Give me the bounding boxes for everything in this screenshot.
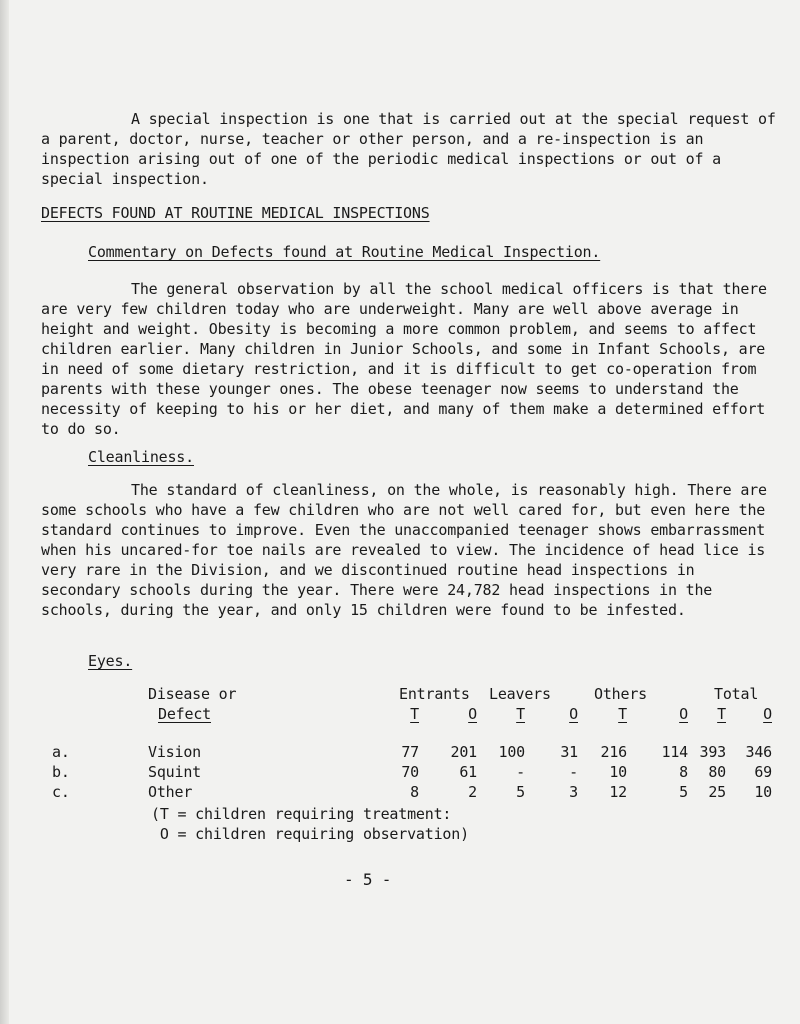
- page-number: - 5 -: [344, 870, 392, 889]
- header-total-t: T: [717, 705, 726, 723]
- row-defect: Squint: [148, 763, 201, 781]
- row-label: b.: [52, 763, 70, 781]
- cell-value: 61: [459, 763, 477, 781]
- cell-value: 77: [401, 743, 419, 761]
- cell-value: 5: [679, 783, 688, 801]
- header-disease: Disease or: [148, 685, 237, 703]
- section-heading: DEFECTS FOUND AT ROUTINE MEDICAL INSPECTIONS: [41, 204, 430, 222]
- cell-value: 393: [699, 743, 726, 761]
- cell-value: 10: [754, 783, 772, 801]
- header-others-t: T: [618, 705, 627, 723]
- table-key: [151, 804, 469, 844]
- cleanliness-heading: Cleanliness.: [88, 448, 194, 466]
- commentary-paragraph: The general observation by all the school medical officers is that there are very few children today who are underweight. Many are well above average in height and weight. Obesity is becoming a more common problem, and seems to affect children earlier. Many children in Junior Schools, and some in Infant Schools, are in need of some dietary restriction, and it is difficult to get co-operation from parents with these younger ones. The obese teenager now seems to understand the necessity of keeping to his or her diet, and many of them make a determined effort to do so.: [41, 280, 776, 438]
- cell-value: 69: [754, 763, 772, 781]
- header-entrants-t: T: [410, 705, 419, 723]
- header-leavers-t: T: [516, 705, 525, 723]
- header-defect: Defect: [158, 705, 211, 723]
- cell-value: 114: [661, 743, 688, 761]
- cell-value: 216: [600, 743, 627, 761]
- cell-value: 31: [560, 743, 578, 761]
- row-label: c.: [52, 783, 70, 801]
- cell-value: 12: [609, 783, 627, 801]
- table-subheader-row: [52, 704, 772, 742]
- cell-value: 8: [410, 783, 419, 801]
- eyes-heading: Eyes.: [88, 652, 133, 670]
- table-header-row: [52, 684, 772, 704]
- cell-value: 346: [745, 743, 772, 761]
- cell-value: 80: [708, 763, 726, 781]
- table-row: [52, 782, 772, 802]
- header-leavers: Leavers: [489, 685, 551, 703]
- header-total: Total: [714, 685, 759, 703]
- key-line-treatment: (T = children requiring treatment:: [151, 805, 452, 823]
- key-line-observation: O = children requiring observation): [151, 825, 469, 843]
- cell-value: 201: [450, 743, 477, 761]
- table-row: [52, 762, 772, 782]
- commentary-heading: Commentary on Defects found at Routine Medical Inspection.: [88, 243, 601, 261]
- eye-defects-table: [52, 684, 772, 802]
- header-others-o: O: [679, 705, 688, 723]
- cell-value: -: [569, 763, 578, 781]
- row-defect: Vision: [148, 743, 201, 761]
- table-row: [52, 742, 772, 762]
- row-label: a.: [52, 743, 70, 761]
- header-entrants: Entrants: [399, 685, 470, 703]
- cell-value: 5: [516, 783, 525, 801]
- cell-value: 100: [498, 743, 525, 761]
- header-others: Others: [594, 685, 647, 703]
- cell-value: 70: [401, 763, 419, 781]
- cell-value: -: [516, 763, 525, 781]
- header-total-o: O: [763, 705, 772, 723]
- row-defect: Other: [148, 783, 193, 801]
- cell-value: 25: [708, 783, 726, 801]
- header-leavers-o: O: [569, 705, 578, 723]
- cell-value: 10: [609, 763, 627, 781]
- intro-paragraph: A special inspection is one that is carried out at the special request of a parent, doctor, nurse, teacher or other person, and a re-inspection is an inspection arising out of one of the periodic medical inspections or out of a special inspection.: [41, 110, 785, 188]
- cell-value: 8: [679, 763, 688, 781]
- header-entrants-o: O: [468, 705, 477, 723]
- cell-value: 3: [569, 783, 578, 801]
- cleanliness-paragraph: The standard of cleanliness, on the whole, is reasonably high. There are some schools who have a few children who are not well cared for, but even here the standard continues to improve. Even the unaccompanied teenager shows embarrassment when his uncared-for toe nails are revealed to view. The incidence of head lice is very rare in the Division, and we discontinued routine head inspections in secondary schools during the year. There were 24,782 head inspections in the schools, during the year, and only 15 children were found to be infested.: [41, 481, 776, 619]
- cell-value: 2: [468, 783, 477, 801]
